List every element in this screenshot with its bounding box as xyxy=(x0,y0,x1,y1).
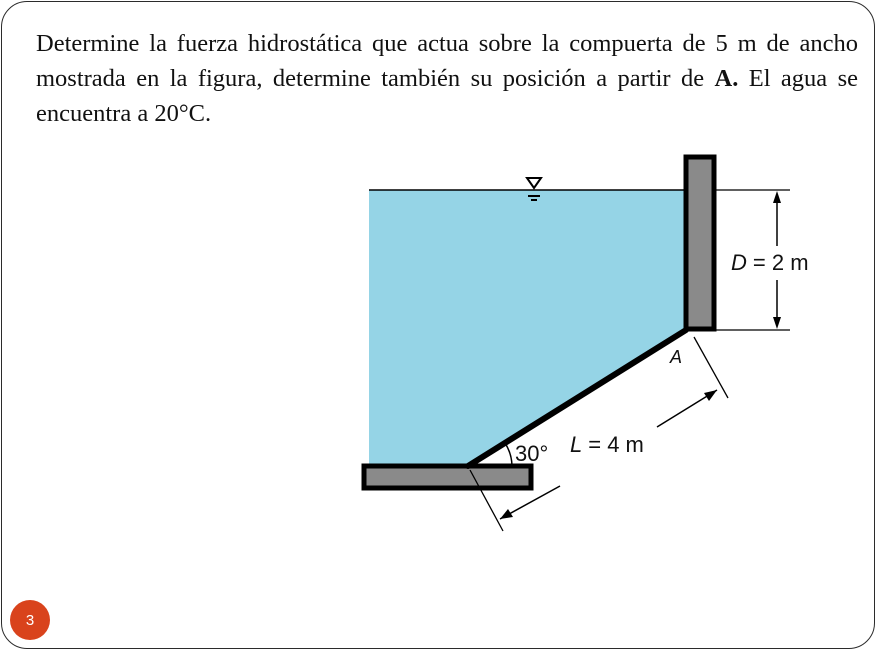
vertical-wall xyxy=(686,157,714,329)
angle-label: 30° xyxy=(515,441,549,466)
angle-arc xyxy=(505,443,512,466)
problem-text-end: El agua se encuentra a 20°C. xyxy=(36,65,858,127)
bottom-wall xyxy=(364,466,531,488)
point-a-label: A xyxy=(670,347,683,367)
free-surface-symbol-icon xyxy=(527,178,541,200)
page-number-badge: 3 xyxy=(10,600,50,640)
water-region xyxy=(369,190,686,466)
depth-label: D = 2 m xyxy=(731,250,809,275)
point-a-bold: A. xyxy=(714,65,739,92)
length-label: L = 4 m xyxy=(570,432,644,457)
problem-text-start: Determine la fuerza hidrostática que actua sobre la compuerta de 5 m de ancho mostrada en la figura, determine también su posición a partir de xyxy=(36,30,858,92)
